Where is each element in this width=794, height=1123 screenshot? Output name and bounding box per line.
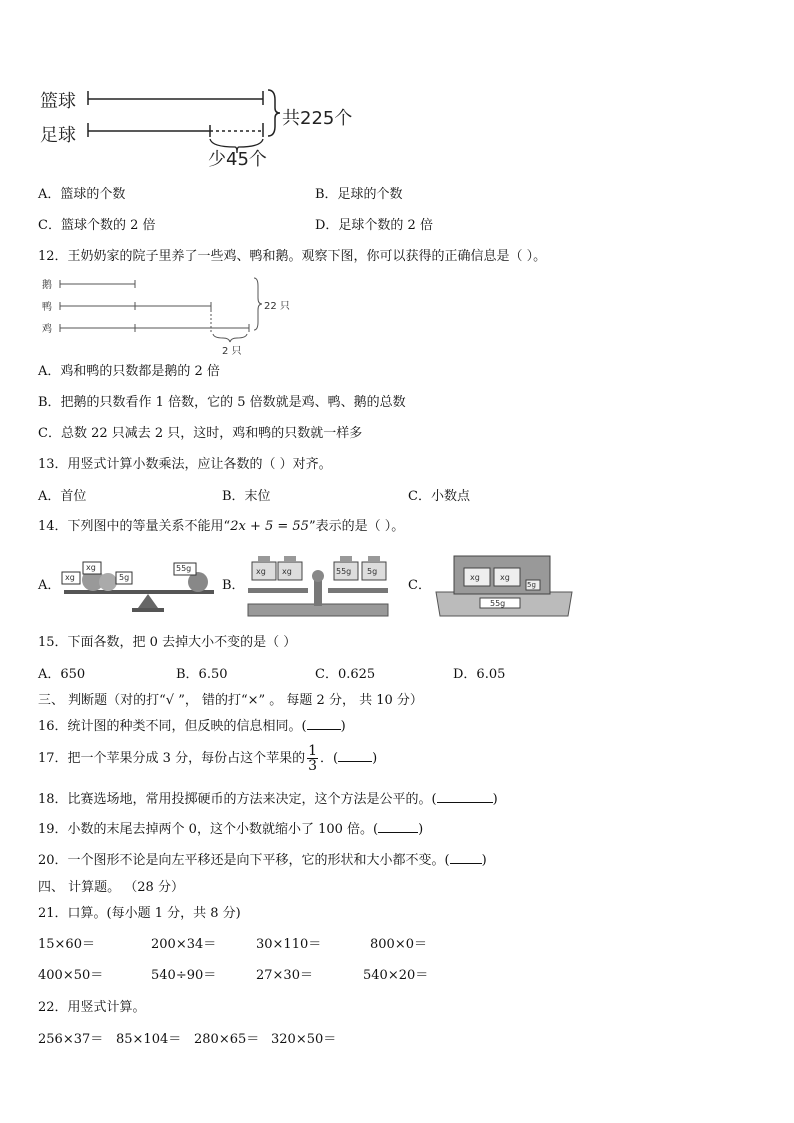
less-label: 少45个 — [208, 149, 267, 170]
total-label: 共225个 — [282, 108, 353, 129]
weight-55g-b: 55g — [336, 567, 352, 576]
q16-answer-blank[interactable] — [307, 719, 341, 730]
q13-option-a: A．首位 — [38, 489, 87, 504]
q21-item-5: 400×50＝ — [38, 968, 104, 983]
display-55g-c: 55g — [490, 599, 506, 608]
q15-option-c: C．0.625 — [315, 667, 376, 682]
duck-label: 鸭 — [42, 302, 52, 313]
q12-segments — [58, 274, 258, 346]
weight-xg-b1: xg — [256, 567, 266, 576]
q12-total-label: 22 只 — [264, 301, 290, 312]
weight-xg-c2: xg — [500, 573, 510, 582]
q20-answer-blank[interactable] — [450, 853, 482, 864]
section-3-heading: 三、 判断题（对的打“√ ”， 错的打“×” 。 每题 2 分， 共 10 分） — [38, 693, 423, 708]
q22-item-2: 85×104＝ — [116, 1032, 182, 1047]
chicken-label: 鸡 — [42, 324, 52, 335]
q17-answer-blank[interactable] — [338, 751, 372, 762]
q22-item-1: 256×37＝ — [38, 1032, 104, 1047]
q22-item-3: 280×65＝ — [194, 1032, 260, 1047]
q12-option-b: B．把鹅的只数看作 1 倍数，它的 5 倍数就是鸡、鸭、鹅的总数 — [38, 395, 406, 410]
q15-option-a: A．650 — [38, 667, 86, 682]
q13-option-b: B．末位 — [222, 489, 271, 504]
q14-image-b — [242, 552, 394, 618]
basketball-label: 篮球 — [40, 91, 76, 112]
q16: 16．统计图的种类不同，但反映的信息相同。( ) — [38, 719, 346, 734]
q21-item-6: 540÷90＝ — [151, 968, 217, 983]
q19: 19．小数的末尾去掉两个 0，这个小数就缩小了 100 倍。( ) — [38, 822, 424, 837]
q14-label-c: C． — [408, 578, 431, 593]
q11-option-d: D．足球个数的 2 倍 — [315, 218, 433, 233]
q14-stem: 14．下列图中的等量关系不能用“2x + 5 = 55”表示的是（ ）。 — [38, 519, 405, 534]
q21-item-7: 27×30＝ — [256, 968, 313, 983]
lever-scale-illustration — [58, 550, 216, 618]
q22-item-4: 320×50＝ — [271, 1032, 337, 1047]
platform-scale-illustration — [434, 552, 574, 618]
q12-option-a: A．鸡和鸭的只数都是鹅的 2 倍 — [38, 364, 220, 379]
q21-item-8: 540×20＝ — [363, 968, 429, 983]
q14-equation: 2x + 5 = 55 — [230, 519, 309, 534]
q15-option-d: D．6.05 — [453, 667, 506, 682]
weight-xg-b2: xg — [282, 567, 292, 576]
q11-option-b: B．足球的个数 — [315, 187, 403, 202]
q18-answer-blank[interactable] — [437, 792, 493, 803]
weight-xg-c1: xg — [470, 573, 480, 582]
q21-item-4: 800×0＝ — [370, 937, 427, 952]
q12-diff-label: 2 只 — [222, 346, 242, 357]
q19-answer-blank[interactable] — [378, 822, 418, 833]
weight-55g-a: 55g — [176, 564, 192, 573]
goose-label: 鹅 — [42, 280, 52, 291]
q12-option-c: C．总数 22 只减去 2 只，这时，鸡和鸭的只数就一样多 — [38, 426, 363, 441]
q12-brace — [252, 276, 264, 332]
fraction-one-third: $\frac{1}{3}$ — [308, 743, 317, 774]
q21-item-1: 15×60＝ — [38, 937, 95, 952]
section-4-heading: 四、 计算题。 （28 分） — [38, 880, 184, 895]
weight-xg-a1: xg — [65, 573, 75, 582]
q21-stem: 21．口算。(每小题 1 分，共 8 分) — [38, 906, 241, 921]
pan-balance-illustration — [242, 552, 394, 618]
q15-option-b: B．6.50 — [176, 667, 228, 682]
weight-5g-b: 5g — [367, 567, 378, 576]
q14-image-c — [434, 552, 574, 618]
weight-5g-a: 5g — [119, 573, 130, 582]
weight-xg-a2: xg — [86, 563, 96, 572]
q21-item-2: 200×34＝ — [151, 937, 217, 952]
q14-image-a — [58, 550, 216, 618]
q14-label-a: A． — [38, 578, 61, 593]
q22-stem: 22．用竖式计算。 — [38, 1000, 146, 1015]
weight-5g-c: 5g — [527, 581, 536, 589]
total-brace — [266, 88, 282, 138]
q17: 17．把一个苹果分成 3 分，每份占这个苹果的 $\frac{1}{3}$ ．( ) — [38, 743, 378, 774]
q15-stem: 15．下面各数，把 0 去掉大小不变的是（ ） — [38, 635, 297, 650]
q21-item-3: 30×110＝ — [256, 937, 322, 952]
q13-option-c: C．小数点 — [408, 489, 470, 504]
q18: 18．比赛选场地，常用投掷硬币的方法来决定，这个方法是公平的。( ) — [38, 792, 498, 807]
q14-label-b: B． — [222, 578, 245, 593]
q11-option-c: C．篮球个数的 2 倍 — [38, 218, 156, 233]
football-label: 足球 — [40, 125, 76, 146]
q20: 20．一个图形不论是向左平移还是向下平移，它的形状和大小都不变。( ) — [38, 853, 487, 868]
q11-option-a: A．篮球的个数 — [38, 187, 126, 202]
q13-stem: 13．用竖式计算小数乘法，应让各数的（ ）对齐。 — [38, 457, 332, 472]
q12-stem: 12．王奶奶家的院子里养了一些鸡、鸭和鹅。观察下图，你可以获得的正确信息是（ ）。 — [38, 249, 547, 264]
